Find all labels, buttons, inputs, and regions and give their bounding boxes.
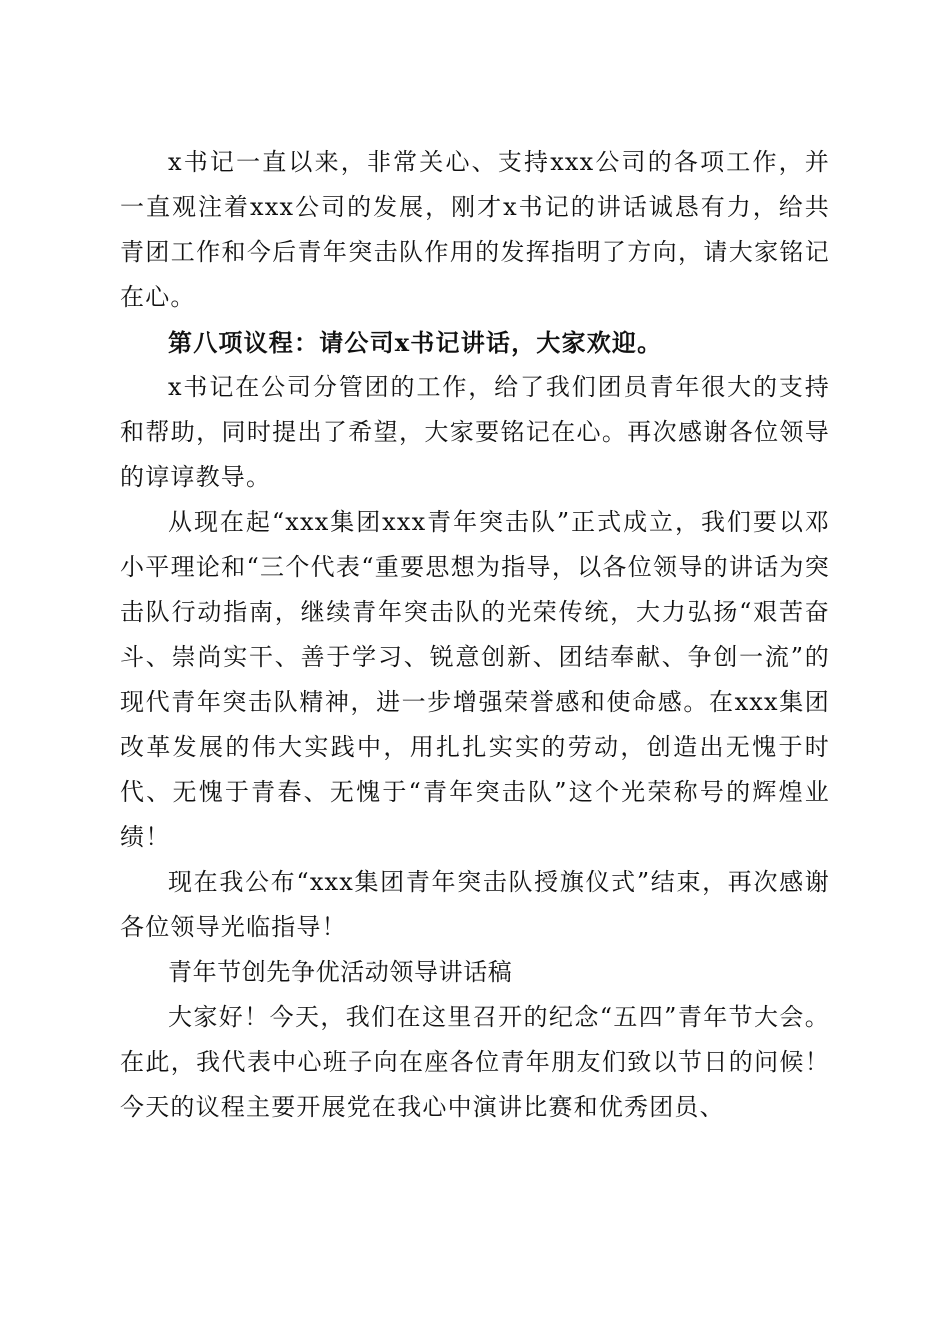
paragraph-agenda-item-eight: 第八项议程：请公司x书记讲话，大家欢迎。 <box>168 328 663 357</box>
section-title: 青年节创先争优活动领导讲话稿 <box>168 958 513 986</box>
paragraph-secretary-support: x书记在公司分管团的工作，给了我们团员青年很大的支持和帮助，同时提出了希望，大家要铭记在心。再次感谢各位领导的谆谆教导。 <box>120 373 830 491</box>
paragraph-youth-day-opening: 大家好！今天，我们在这里召开的纪念“五四”青年节大会。在此，我代表中心班子向在座各位青年朋友们致以节日的问候！今天的议程主要开展党在我心中演讲比赛和优秀团员、 <box>120 1003 830 1121</box>
paragraph-ceremony-closing: 现在我公布“xxx集团青年突击队授旗仪式”结束，再次感谢各位领导光临指导！ <box>120 868 830 941</box>
paragraph-secretary-concern: x书记一直以来，非常关心、支持xxx公司的各项工作，并一直观注着xxx公司的发展，刚才x书记的讲话诚恳有力，给共青团工作和今后青年突击队作用的发挥指明了方向，请大家铭记在心。 <box>120 148 830 311</box>
document-body <box>120 140 830 1130</box>
paragraph-team-established: 从现在起“xxx集团xxx青年突击队”正式成立，我们要以邓小平理论和“三个代表“重要思想为指导，以各位领导的讲话为突击队行动指南，继续青年突击队的光荣传统，大力弘扬“艰苦奋斗、崇尚实干、善于学习、锐意创新、团结奉献、争创一流”的现代青年突击队精神，进一步增强荣誉感和使命感。在xxx集团改革发展的伟大实践中，用扎扎实实的劳动，创造出无愧于时代、无愧于青春、无愧于“青年突击队”这个光荣称号的辉煌业绩！ <box>120 508 830 851</box>
